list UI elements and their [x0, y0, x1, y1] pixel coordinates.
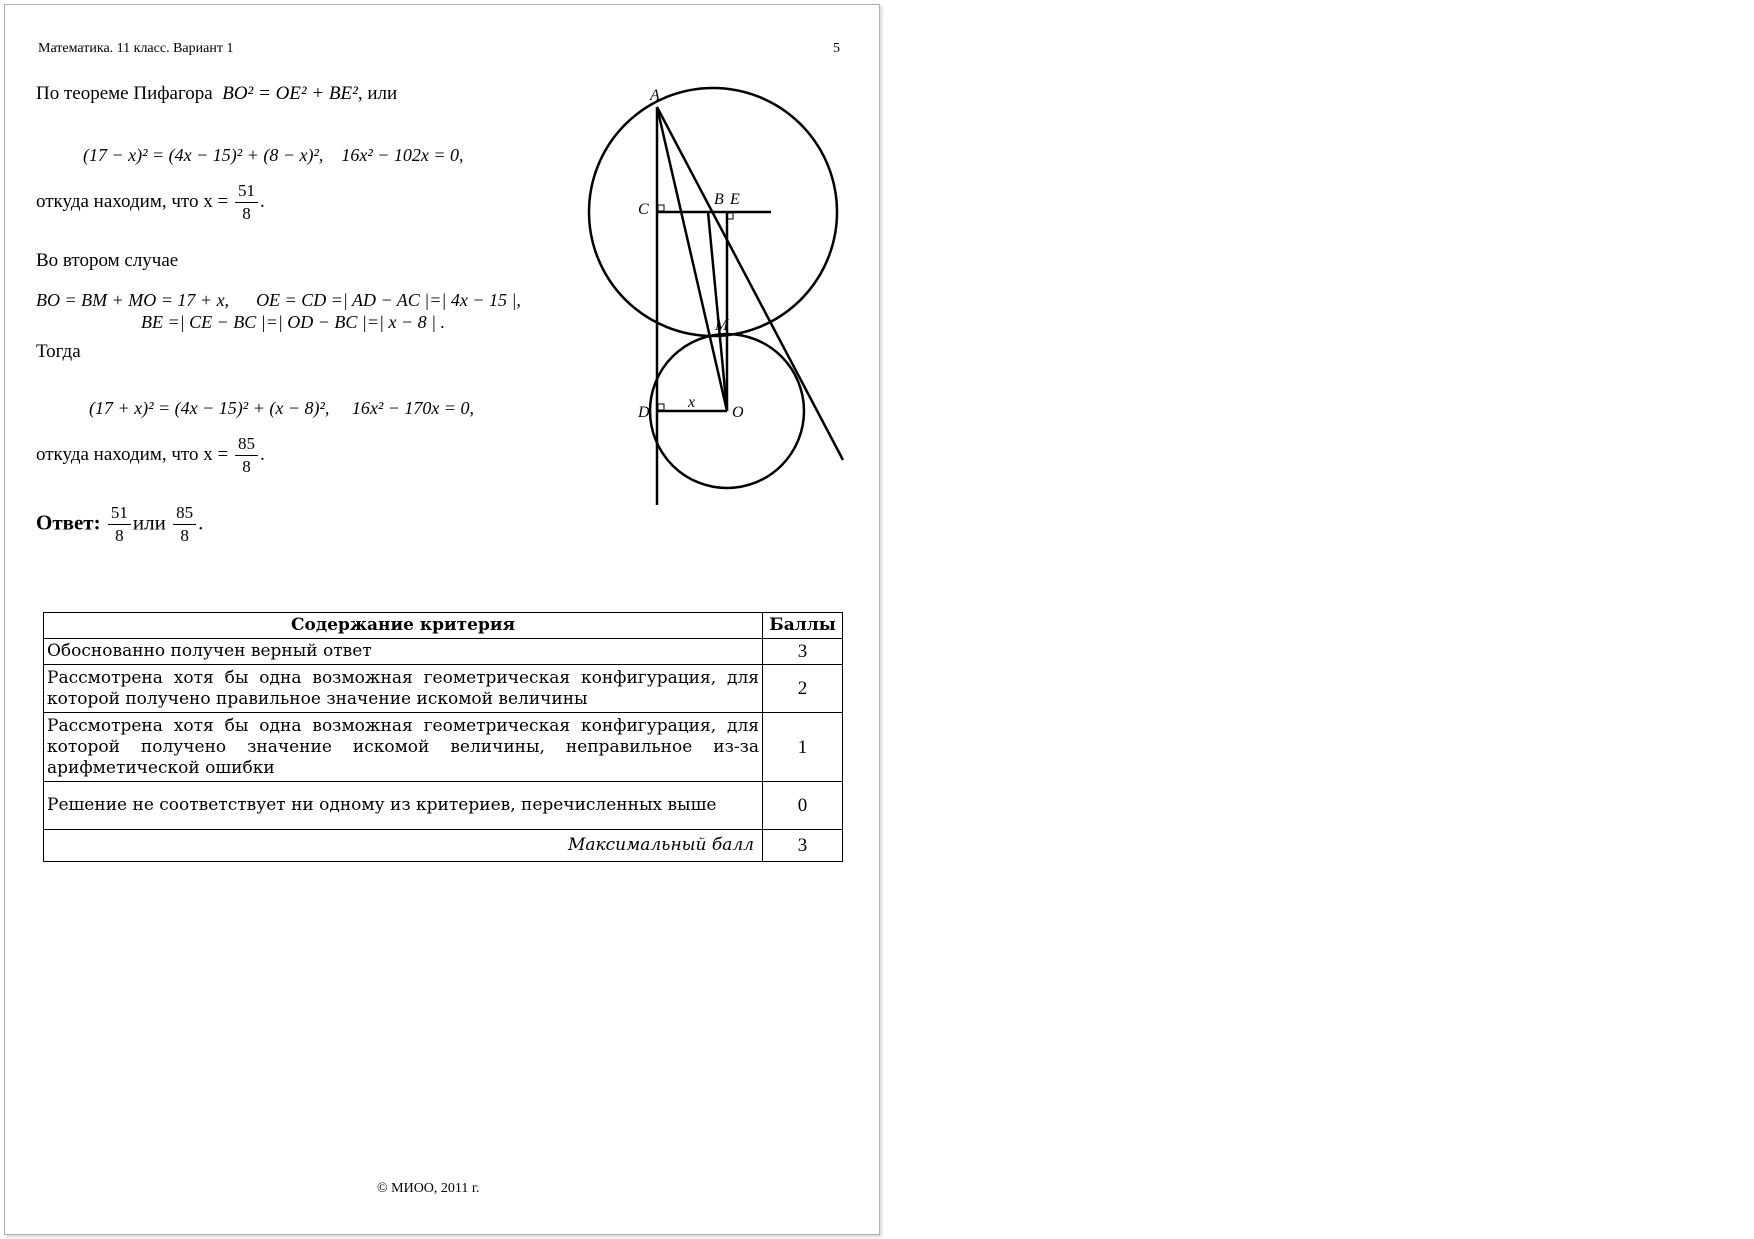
criteria-row-points: 2: [763, 665, 843, 713]
geometry-diagram: [575, 80, 855, 510]
equation-2-lhs: (17 + x)² = (4x − 15)² + (x − 8)²,: [89, 398, 330, 418]
then-label: Тогда: [36, 341, 81, 362]
point-label-o: O: [732, 404, 744, 421]
criteria-row-points: 1: [763, 713, 843, 782]
result-1-fraction: [235, 180, 258, 225]
equation-2: [89, 398, 474, 419]
case-2-bo: BO = BM + MO = 17 + x,: [36, 290, 230, 310]
result-1-numerator: 51: [235, 180, 258, 203]
result-2-prefix: откуда находим, что x =: [36, 443, 229, 465]
criteria-row-text: Рассмотрена хотя бы одна возможная геометрическая конфигурация, для которой получено правильное значение искомой величины: [44, 665, 763, 713]
page-header-subject: Математика. 11 класс. Вариант 1: [38, 41, 234, 56]
max-score-label: Максимальный балл: [44, 830, 763, 862]
answer-b-numerator: 85: [173, 502, 196, 525]
criteria-header-row: [44, 613, 843, 639]
page-number: 5: [833, 41, 840, 56]
pythagoras-tail: , или: [357, 83, 398, 104]
result-2-numerator: 85: [235, 433, 258, 456]
point-label-d: D: [638, 404, 650, 421]
point-label-m: M: [715, 317, 729, 334]
answer-a-numerator: 51: [108, 502, 131, 525]
criteria-row: [44, 639, 843, 665]
point-label-c: C: [638, 201, 649, 218]
criteria-column-points: Баллы: [763, 613, 843, 639]
point-label-a: A: [650, 87, 660, 104]
criteria-row-text: Решение не соответствует ни одному из критериев, перечисленных выше: [44, 782, 763, 830]
criteria-row-points: 3: [763, 639, 843, 665]
answer-fraction-b: [173, 502, 196, 547]
criteria-row-text: Рассмотрена хотя бы одна возможная геометрическая конфигурация, для которой получено значение искомой величины, неправильное из-за арифметической ошибки: [44, 713, 763, 782]
result-2-fraction: [235, 433, 258, 478]
max-score-value: 3: [763, 830, 843, 862]
criteria-row: [44, 713, 843, 782]
result-1-denominator: 8: [242, 204, 251, 223]
equation-1-lhs: (17 − x)² = (4x − 15)² + (8 − x)²,: [83, 145, 324, 165]
answer-label: Ответ:: [36, 510, 101, 535]
result-1-prefix: откуда находим, что x =: [36, 190, 229, 212]
equation-1-rhs: 16x² − 102x = 0,: [341, 145, 464, 165]
answer-fraction-a: [108, 502, 131, 547]
segment-bo: [708, 212, 727, 411]
criteria-column-content: Содержание критерия: [44, 613, 763, 639]
pythagoras-line: [36, 83, 397, 105]
case-2-line-1: [36, 290, 521, 311]
criteria-table: [43, 612, 843, 862]
answer-or: или: [132, 510, 166, 535]
document-page: [4, 4, 880, 1235]
result-2-denominator: 8: [242, 457, 251, 476]
case-2-oe: OE = CD =| AD − AC |=| 4x − 15 |,: [256, 290, 521, 310]
equation-2-rhs: 16x² − 170x = 0,: [351, 398, 475, 418]
answer-line: Ответ: $\frac{51}{8}$ или $\frac{85}{8}$ .: [36, 503, 204, 545]
point-label-e: E: [730, 191, 740, 208]
answer-b-denominator: 8: [180, 526, 189, 545]
segment-ao: [657, 107, 727, 411]
segment-label-x: x: [688, 394, 696, 411]
result-2: откуда находим, что x = $\frac{85}{8}$ .: [36, 434, 265, 476]
right-angle-c: [658, 205, 664, 211]
pythagoras-intro: По теореме Пифагора: [36, 83, 213, 104]
answer-a-denominator: 8: [115, 526, 124, 545]
criteria-row-points: 0: [763, 782, 843, 830]
case-2-be: BE =| CE − BC |=| OD − BC |=| x − 8 | .: [141, 312, 446, 332]
pythagoras-equation: BO² = OE² + BE²: [222, 83, 358, 104]
equation-1: [83, 145, 464, 166]
right-angle-d: [658, 404, 664, 410]
footer-copyright: © МИОО, 2011 г.: [377, 1181, 480, 1196]
criteria-row: [44, 665, 843, 713]
result-1: откуда находим, что x = $\frac{51}{8}$ .: [36, 181, 265, 223]
criteria-row: [44, 782, 843, 830]
criteria-row-text: Обоснованно получен верный ответ: [44, 639, 763, 665]
criteria-max-row: [44, 830, 843, 862]
point-label-b: B: [714, 191, 724, 208]
second-case-heading: Во втором случае: [36, 250, 179, 271]
